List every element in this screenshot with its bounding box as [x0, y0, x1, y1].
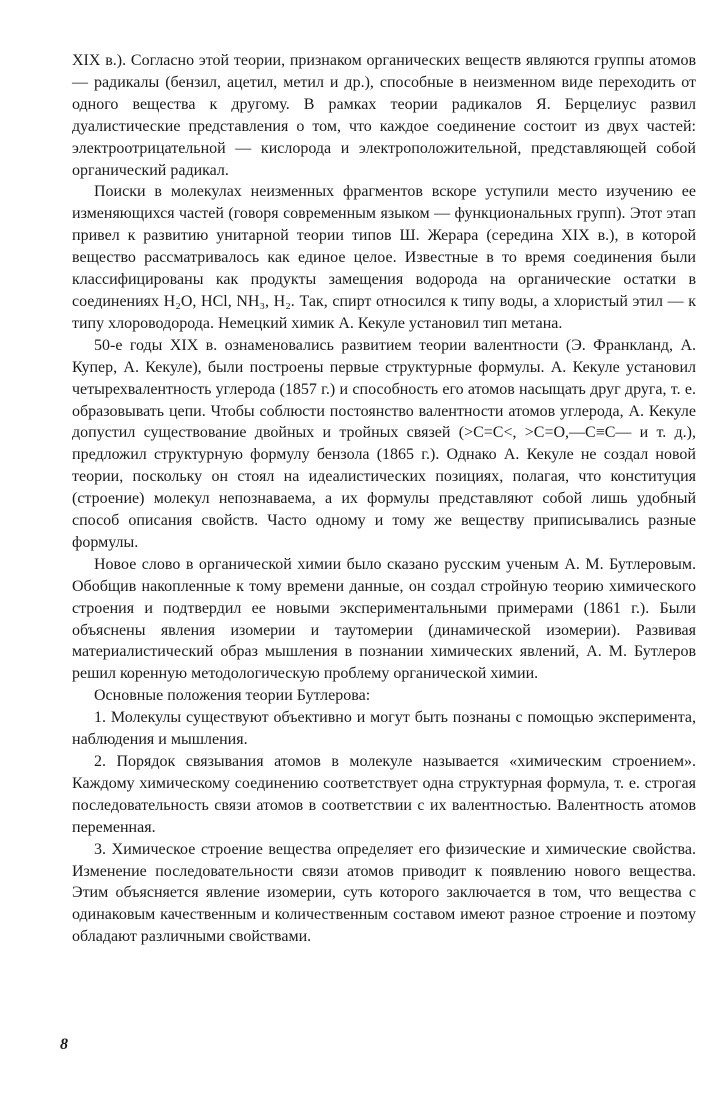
list-item-1: 1. Молекулы существуют объективно и могут быть познаны с помощью эксперимента, наблюдения и мышления.	[72, 709, 696, 749]
paragraph-type-theory: Поиски в молекулах неизменных фрагментов вскоре уступили место изучению ее изменяющихся частей (говоря современным языком — функциональных групп). Этот этап привел к развитию унитарной теории типов Ш. Жерара (середина XIX в.), в которой вещество рассматривалось как единое целое. Известные в то время соединения были классифицированы как продукты замещения водорода на органические остатки в соединениях H₂O, HCl, NH₃, H₂. Так, спирт относился к типу воды, а хлористый этил — к типу хлороводорода. Немецкий химик А. Кекуле установил тип метана.	[72, 183, 696, 332]
list-item-2: 2. Порядок связывания атомов в молекуле называется «химическим строением». Каждому химическому соединению соответствует одна структурная формула, т. е. строгая последовательность связи атомов в соответствии с их валентностью. Валентность атомов переменная.	[72, 753, 696, 836]
body-text	[72, 50, 696, 948]
paragraph-valence-theory: 50-е годы XIX в. ознаменовались развитием теории валентности (Э. Франкланд, А. Купер, А. Кекуле), были построены первые структурные формулы. А. Кекуле установил четырехвалентность углерода (1857 г.) и способность его атомов насыщать друг друга, т. е. образовывать цепи. Чтобы соблюсти постоянство валентности атомов углерода, А. Кекуле допустил существование двойных и тройных связей (>C=C<, >C=O,—C≡C— и т. д.), предложил структурную формулу бензола (1865 г.). Однако А. Кекуле не создал новой теории, поскольку он стоял на идеалистических позициях, полагая, что конституция (строение) молекул непознаваема, а их формулы представляют собой лишь удобный способ описания свойств. Часто одному и тому же веществу приписывались разные формулы.	[72, 336, 696, 551]
list-item-3: 3. Химическое строение вещества определяет его физические и химические свойства. Изменение последовательности связи атомов приводит к появлению нового вещества. Этим объясняется явление изомерии, суть которого заключается в том, что вещества с одинаковым качественным и количественным составом имеют разное строение и поэтому обладают различными свойствами.	[72, 840, 696, 946]
paragraph-radical-theory: XIX в.). Согласно этой теории, признаком органических веществ являются группы атомов — радикалы (бензил, ацетил, метил и др.), способные в неизменном виде переходить от одного вещества к другому. В рамках теории радикалов Я. Берцелиус развил дуалистические представления о том, что каждое соединение состоит из двух частей: электроотрицательной — кислорода и электроположительной, представляющей собой органический радикал.	[72, 52, 696, 179]
paragraph-theory-heading: Основные положения теории Бутлерова:	[94, 687, 371, 705]
paragraph-butlerov: Новое слово в органической химии было сказано русским ученым А. М. Бутлеровым. Обобщив накопленные к тому времени данные, он создал стройную теорию химического строения и подтвердил ее новыми экспериментальными примерами (1861 г.). Были объяснены явления изомерии и таутомерии (динамической изомерии). Развивая материалистический образ мышления в познании химических явлений, А. М. Бутлеров решил коренную методологическую проблему органической химии.	[72, 555, 696, 683]
page-number: 8	[60, 1036, 68, 1053]
